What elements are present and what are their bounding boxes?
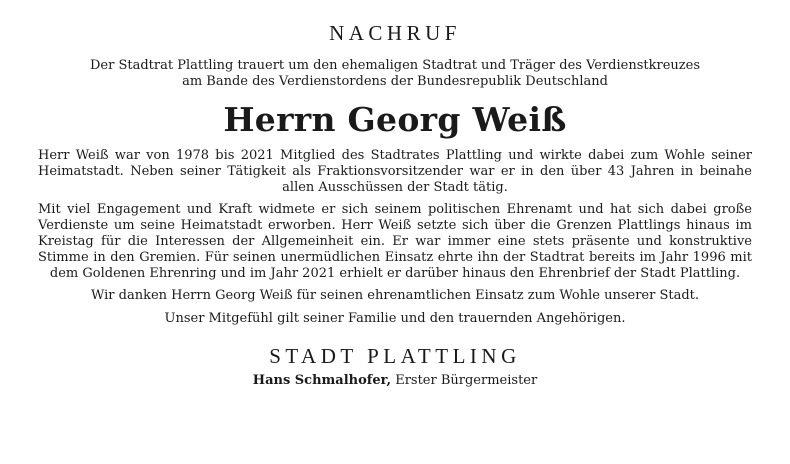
paragraph-condolence: Unser Mitgefühl gilt seiner Familie und den trauernden Angehörigen. [164,311,626,326]
notice-body [38,148,752,327]
signatory [38,373,752,389]
signatory-name: Hans Schmalhofer, [252,373,392,388]
intro-line-2: am Bande des Verdienstordens der Bundesrepublik Deutschland [182,74,608,89]
paragraph-thanks: Wir danken Herrn Georg Weiß für seinen ehrenamtlichen Einsatz zum Wohle unserer Stadt. [90,288,700,303]
paragraph-merits: Mit viel Engagement und Kraft widmete er sich seinem politischen Ehrenamt und hat sich dabei große Verdienste um seine Heimatstadt erworben. Herr Weiß setzte sich über die Grenzen Plattlings hinaus im Kreistag für die Interessen der Allgemeinheit ein. Er war immer eine stets präsente und konstruktive Stimme in den Gremien. Für seinen unermüdlichen Einsatz ehrte ihn der Stadtrat bereits im Jahr 1996 mit dem Goldenen Ehrenring und im Jahr 2021 erhielt er darüber hinaus den Ehrenbrief der Stadt Plattling. [38,202,752,281]
intro-text [38,58,752,90]
intro-line-1: Der Stadtrat Plattling trauert um den ehemaligen Stadtrat und Träger des Verdienstkreuzes [90,58,700,73]
organization-name: STADT PLATTLING [269,344,521,368]
notice-heading: NACHRUF [329,21,461,45]
signatory-title: Erster Bürgermeister [391,373,538,388]
paragraph-tenure: Herr Weiß war von 1978 bis 2021 Mitglied des Stadtrates Plattling und wirkte dabei zum Wohle seiner Heimatstadt. Neben seiner Tätigkeit als Fraktionsvorsitzender war er in den über 43 Jahren in beinahe allen Ausschüssen der Stadt tätig. [38,148,752,195]
deceased-name: Herrn Georg Weiß [223,100,567,139]
